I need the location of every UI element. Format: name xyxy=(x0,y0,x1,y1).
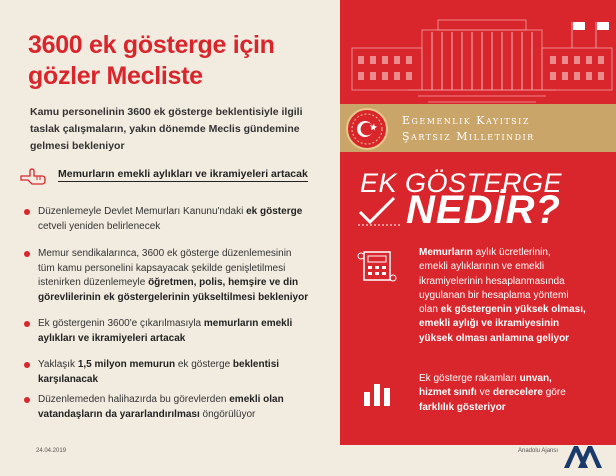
footer-date: 24.04.2019 xyxy=(36,448,67,454)
intro-line: taslak çalışmaların, yakın dönemde Meclis gündemine xyxy=(30,123,300,135)
footer-agency: Anadolu Ajansı xyxy=(518,448,559,454)
motto-line: Şartsız Milletindir xyxy=(402,130,535,143)
title-line-1: 3600 ek gösterge için xyxy=(28,31,275,59)
headline-line-2: NEDİR? xyxy=(406,188,561,232)
right-panel xyxy=(340,0,616,445)
title-line-2: gözler Mecliste xyxy=(28,62,203,90)
section-heading-text: Memurların emekli aylıkları ve ikramiyeleri artacak xyxy=(58,168,308,180)
motto-line: Egemenlik Kayıtsız xyxy=(402,114,530,127)
bullet-dot-icon xyxy=(24,209,30,215)
section-heading xyxy=(20,165,330,187)
page-title xyxy=(28,30,328,92)
hand-pointer-icon xyxy=(20,167,46,185)
bullet-dot-icon xyxy=(24,397,30,403)
bullet-dot-icon xyxy=(24,251,30,257)
calculator-icon xyxy=(356,246,398,286)
bullet-dot-icon xyxy=(24,321,30,327)
bar-chart-icon xyxy=(360,376,400,408)
parliament-building-icon xyxy=(348,0,616,110)
intro-line: Kamu personelinin 3600 ek gösterge beklentisiyle ilgili xyxy=(30,106,303,118)
definition-paragraph: Memurların aylık ücretlerinin, emekli aylıklarının ve emekli ikramiyelerinin hesaplanmasında uygulanan bir hesaplama yöntemi olan ek göstergenin yüksek olması, emekli aylığı ve ikramiyesinin yüksek olması anlamına geliyor xyxy=(419,247,586,344)
bullet-dot-icon xyxy=(24,362,30,368)
headline-line-1: EK GÖSTERGE xyxy=(360,168,563,198)
intro-text xyxy=(30,104,320,155)
intro-line: gelmesi bekleniyor xyxy=(30,140,125,152)
motto-text xyxy=(402,113,616,145)
ranking-paragraph: Ek gösterge rakamları unvan, hizmet sınıfı ve derecelere göre farklılık gösteriyor xyxy=(419,373,566,413)
check-icon xyxy=(356,194,412,228)
left-panel: 3600 ek gösterge için gözler Mecliste Kamu personelinin 3600 ek gösterge beklentisiyle ilgili taslak çalışmaların, yakın dönemde Meclis gündemine gelmesi bekleniyor Memurların emekli aylıkları ve ikramiyeleri artacak Düzenlemeyle Devlet Memurları Kanunu'ndaki ek gösterge cetveli yeniden belirlenecek Memur sendikalarınca, 3600 ek gösterge düzenlemesinin tüm kamu personelini kapsayacak şekilde genişletilmesi istenirken düzenlemeyle öğretmen, polis, hemşire ve din görevlilerinin ek göstergelerinin yükseltilmesi bekleniyor Ek göstergenin 3600'e çıkarılmasıyla memurların emekli aylıkları ve ikramiyeleri artacak Yaklaşık 1,5 milyon memurun ek gösterge beklentisi karşılanacak Düzenlemeden halihazırda bu görevlerden emekli olan vatandaşların da yararlandırılması öngörülüyor 24.04.2019 xyxy=(0,0,340,476)
aa-logo-icon xyxy=(560,440,604,470)
turkish-emblem-icon xyxy=(346,108,388,150)
